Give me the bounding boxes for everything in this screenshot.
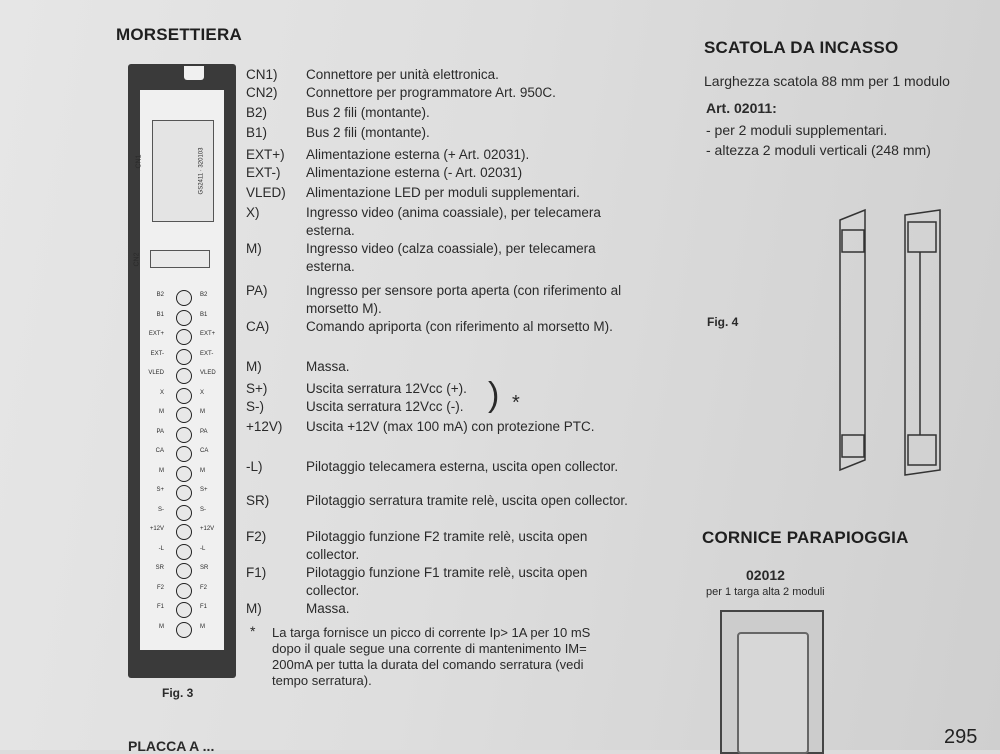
art-bullet-2: - altezza 2 moduli verticali (248 mm) — [706, 142, 931, 158]
terminal-code: SR) — [246, 493, 270, 508]
cornice-heading: CORNICE PARAPIOGGIA — [702, 528, 909, 547]
screw-terminal — [176, 524, 192, 540]
pin-label-right: M — [200, 467, 205, 474]
pin-label-left: M — [159, 623, 164, 630]
terminal-description: Alimentazione esterna (- Art. 02031) — [306, 165, 523, 180]
pin-label-right: F2 — [200, 584, 208, 591]
terminal-description: Ingresso per sensore porta aperta (con riferimento al morsetto M). — [306, 283, 622, 316]
terminal-description: Uscita +12V (max 100 mA) con protezione PTC. — [306, 419, 595, 434]
terminal-description: Pilotaggio funzione F2 tramite relè, uscita open collector. — [306, 529, 588, 562]
terminal-block-top-tab — [184, 66, 204, 80]
pin-label-left: +12V — [149, 526, 164, 532]
pin-row — [140, 600, 224, 620]
pin-label-right: EXT- — [200, 350, 214, 357]
note-star: * — [250, 623, 256, 639]
pin-label-right: +12V — [200, 526, 215, 532]
screw-terminal — [176, 349, 192, 365]
terminal-description: Uscita serratura 12Vcc (+). — [306, 381, 467, 396]
terminal-description: Uscita serratura 12Vcc (-). — [306, 399, 464, 414]
screw-terminal — [176, 485, 192, 501]
pin-row — [140, 503, 224, 523]
screw-terminal — [176, 622, 192, 638]
footer-partial: PLACCA A ... — [128, 738, 215, 754]
pin-row — [140, 366, 224, 386]
terminal-description: Alimentazione LED per moduli supplementari. — [306, 185, 580, 200]
pin-row — [140, 620, 224, 640]
screw-terminal — [176, 388, 192, 404]
pin-label-right: M — [200, 409, 205, 415]
pin-label-left: X — [159, 389, 164, 396]
terminal-code: F1) — [246, 565, 267, 580]
art-bullet-1: - per 2 moduli supplementari. — [706, 122, 888, 138]
cn1-label: CN1 — [135, 154, 143, 169]
pin-label-right: M — [200, 623, 205, 630]
terminal-description: Massa. — [306, 601, 350, 616]
pin-row — [140, 327, 224, 347]
terminal-code: X) — [246, 205, 260, 220]
screw-terminal — [176, 466, 192, 482]
terminal-code: S-) — [246, 399, 264, 414]
terminal-description: Massa. — [306, 359, 350, 374]
pin-row — [140, 522, 224, 542]
terminal-description: Pilotaggio telecamera esterna, uscita open collector. — [306, 459, 619, 474]
pin-label-right: B2 — [200, 292, 208, 298]
pin-label-left: -L — [158, 545, 164, 552]
terminal-description: Pilotaggio serratura tramite relè, uscita open collector. — [306, 493, 628, 508]
terminal-code: PA) — [246, 283, 268, 298]
pin-row — [140, 425, 224, 445]
cn1-connector — [152, 120, 214, 222]
pin-row — [140, 464, 224, 484]
terminal-code: EXT-) — [246, 165, 281, 180]
screw-terminal — [176, 602, 192, 618]
pin-row — [140, 444, 224, 464]
pin-label-left: M — [159, 467, 164, 474]
terminal-code: M) — [246, 359, 262, 374]
pin-label-left: EXT- — [150, 350, 164, 357]
fig3-label: Fig. 3 — [162, 686, 194, 700]
terminal-description: Comando apriporta (con riferimento al morsetto M). — [306, 319, 613, 334]
screw-terminal — [176, 329, 192, 345]
screw-terminal — [176, 583, 192, 599]
pin-label-right: PA — [200, 428, 208, 435]
cornice-code: 02012 — [746, 567, 785, 583]
terminal-description: Ingresso video (calza coassiale), per telecamera esterna. — [306, 241, 596, 274]
pin-label-right: EXT+ — [200, 331, 216, 337]
pin-row — [140, 542, 224, 562]
pin-label-left: B1 — [156, 311, 164, 318]
pin-label-right: -L — [200, 545, 206, 552]
part-label: GS2411 · 320103 — [198, 147, 205, 195]
terminal-code: F2) — [246, 529, 267, 544]
terminal-code: EXT+) — [246, 147, 285, 162]
pin-label-left: SR — [155, 565, 164, 571]
fig4-drawing — [820, 190, 960, 490]
terminal-description: Pilotaggio funzione F1 tramite relè, uscita open collector. — [306, 565, 588, 598]
pin-label-right: X — [200, 389, 205, 396]
terminal-code: CA) — [246, 319, 270, 334]
pin-label-left: S- — [158, 506, 164, 513]
screw-terminal — [176, 427, 192, 443]
screw-terminal — [176, 505, 192, 521]
screw-terminal — [176, 368, 192, 384]
pin-label-right: B1 — [200, 311, 208, 318]
footnote: La targa fornisce un picco di corrente Ip> 1A per 10 mS dopo il quale segue una corrente di mantenimento IM= 200mA per tutta la durata del comando serratura (vedi tempo serratura). — [272, 625, 591, 688]
terminal-description: Bus 2 fili (montante). — [306, 105, 430, 120]
pin-label-left: F2 — [156, 584, 164, 591]
cornice-drawing-inner — [737, 632, 809, 754]
terminal-code: +12V) — [246, 419, 283, 434]
scatola-heading: SCATOLA DA INCASSO — [704, 38, 899, 57]
pin-label-left: CA — [155, 448, 164, 454]
pin-row — [140, 581, 224, 601]
terminal-description: Connettore per unità elettronica. — [306, 67, 499, 82]
pin-label-right: SR — [200, 565, 209, 571]
terminal-code: S+) — [246, 381, 268, 396]
screw-terminal — [176, 290, 192, 306]
cn2-label: CN2 — [133, 252, 141, 267]
pin-label-right: S+ — [200, 487, 208, 493]
pin-label-right: S- — [200, 506, 206, 513]
pin-label-left: B2 — [156, 292, 164, 298]
terminal-description: Alimentazione esterna (+ Art. 02031). — [306, 147, 530, 162]
pin-row — [140, 308, 224, 328]
cn2-connector — [150, 250, 210, 268]
pin-row — [140, 405, 224, 425]
pin-label-left: F1 — [156, 604, 164, 610]
terminal-code: VLED) — [246, 185, 286, 200]
pin-label-right: VLED — [200, 370, 216, 376]
screw-terminal — [176, 310, 192, 326]
terminal-code: M) — [246, 241, 262, 256]
pin-label-left: EXT+ — [148, 331, 164, 337]
scatola-width: Larghezza scatola 88 mm per 1 modulo — [704, 73, 950, 89]
brace: ) — [488, 376, 500, 414]
cornice-desc: per 1 targa alta 2 moduli — [706, 586, 825, 598]
terminal-block-bottom-tab — [184, 650, 204, 664]
pin-label-left: S+ — [156, 487, 164, 493]
morsettiera-heading: MORSETTIERA — [116, 25, 242, 44]
terminal-code: -L) — [246, 459, 263, 474]
screw-terminal — [176, 544, 192, 560]
pin-row — [140, 288, 224, 308]
pin-label-left: VLED — [148, 370, 164, 376]
pin-label-left: M — [159, 409, 164, 415]
pin-label-right: CA — [200, 448, 209, 454]
terminal-code: CN2) — [246, 85, 278, 100]
pin-row — [140, 561, 224, 581]
screw-terminal — [176, 563, 192, 579]
pin-row — [140, 386, 224, 406]
terminal-description: Ingresso video (anima coassiale), per telecamera esterna. — [306, 205, 601, 238]
terminal-description: Connettore per programmatore Art. 950C. — [306, 85, 556, 100]
screw-terminal — [176, 446, 192, 462]
screw-terminal — [176, 407, 192, 423]
pin-row — [140, 483, 224, 503]
terminal-description: Bus 2 fili (montante). — [306, 125, 430, 140]
terminal-code: B1) — [246, 125, 268, 140]
page-number: 295 — [944, 726, 978, 748]
terminal-code: B2) — [246, 105, 268, 120]
pin-label-right: F1 — [200, 604, 208, 610]
brace-star: * — [512, 392, 520, 414]
pin-label-left: PA — [156, 428, 164, 435]
terminal-code: M) — [246, 601, 262, 616]
pin-row — [140, 347, 224, 367]
art-code: Art. 02011: — [706, 100, 777, 116]
fig4-label: Fig. 4 — [707, 315, 739, 329]
terminal-code: CN1) — [246, 67, 278, 82]
